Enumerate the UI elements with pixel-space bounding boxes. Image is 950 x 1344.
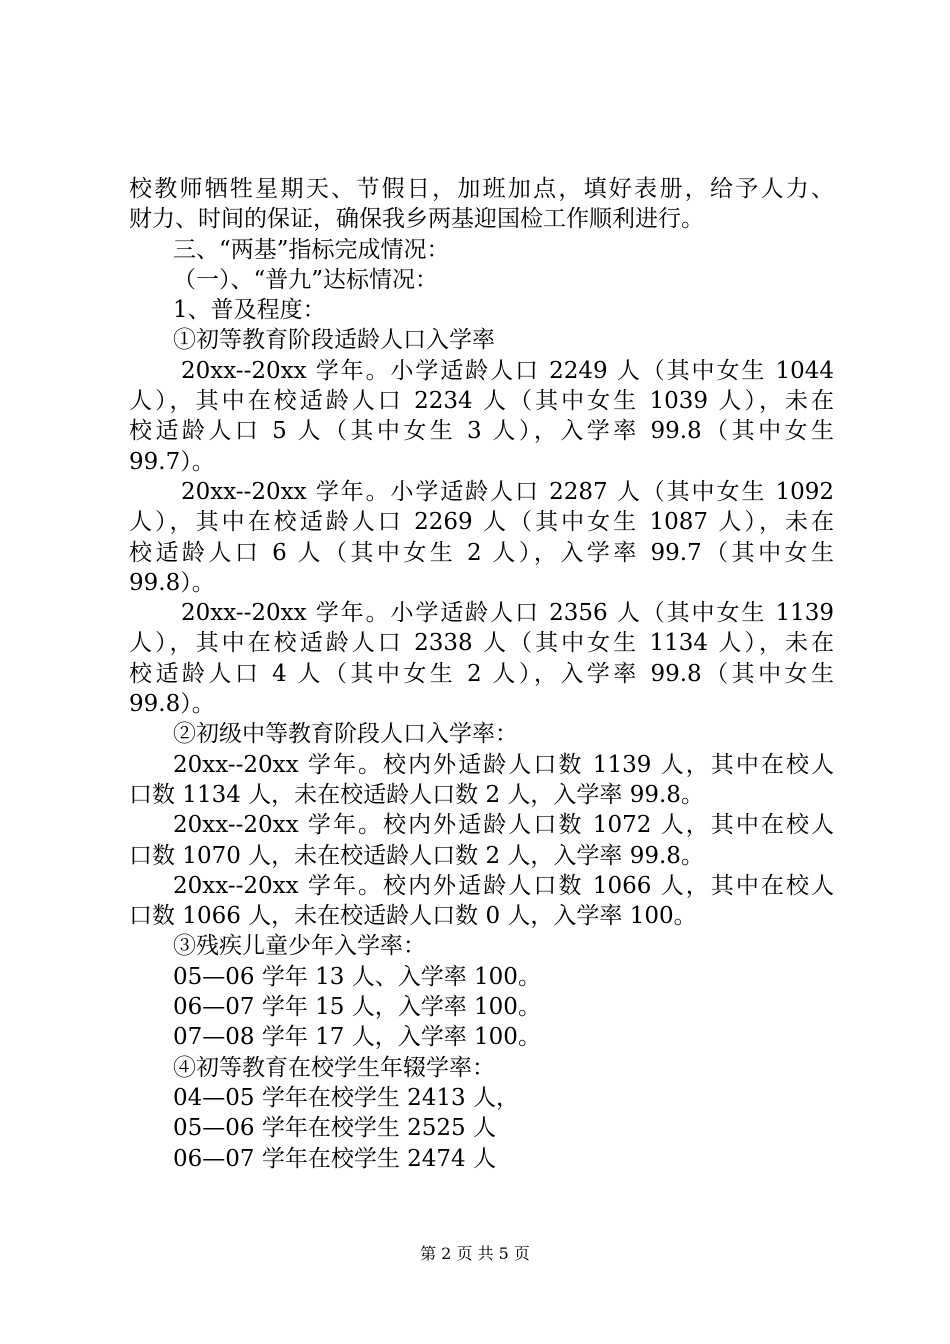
text-line: 校适龄人口 6 人（其中女生 2 人），入学率 99.7（其中女生 xyxy=(129,539,834,566)
text-line: 99.8）。 xyxy=(129,569,215,596)
text-line: 人），其中在校适龄人口 2234 人（其中女生 1039 人），未在 xyxy=(129,388,834,415)
text-line: 校适龄人口 4 人（其中女生 2 人），入学率 99.8（其中女生 xyxy=(129,660,834,687)
text-line: 20xx--20xx 学年。小学适龄人口 2356 人（其中女生 1139 xyxy=(181,600,834,627)
text-line: 07—08 学年 17 人，入学率 100。 xyxy=(173,1024,541,1051)
text-line: 口数 1066 人，未在校适龄人口数 0 人，入学率 100。 xyxy=(129,903,697,930)
text-line: 06—07 学年 15 人，入学率 100。 xyxy=(173,994,541,1021)
text-line: 06—07 学年在校学生 2474 人 xyxy=(173,1145,496,1172)
text-line: 校教师牺牲星期天、节假日，加班加点，填好表册，给予人力、 xyxy=(129,176,834,202)
text-line: 05—06 学年在校学生 2525 人 xyxy=(173,1115,496,1142)
text-line: 口数 1134 人，未在校适龄人口数 2 人，入学率 99.8。 xyxy=(129,781,704,808)
text-line: 口数 1070 人，未在校适龄人口数 2 人，入学率 99.8。 xyxy=(129,842,704,869)
text-line: 20xx--20xx 学年。校内外适龄人口数 1139 人，其中在校人 xyxy=(173,751,834,778)
item-heading: ③残疾儿童少年入学率： xyxy=(173,933,426,960)
section-heading: 三、“两基”指标完成情况： xyxy=(173,236,450,263)
text-line: 05—06 学年 13 人、入学率 100。 xyxy=(173,963,541,990)
text-line: 99.7）。 xyxy=(129,448,215,475)
subsection-heading: （一）、“普九”达标情况： xyxy=(173,266,439,293)
page-number-footer: 第 2 页 共 5 页 xyxy=(420,1244,530,1263)
item-heading: ④初等教育在校学生年辍学率： xyxy=(173,1054,495,1081)
text-line: 财力、时间的保证，确保我乡两基迎国检工作顺利进行。 xyxy=(129,206,704,233)
item-heading: ②初级中等教育阶段人口入学率： xyxy=(173,721,518,748)
text-line: 20xx--20xx 学年。校内外适龄人口数 1072 人，其中在校人 xyxy=(173,812,834,839)
text-line: 20xx--20xx 学年。小学适龄人口 2287 人（其中女生 1092 xyxy=(181,478,834,505)
text-line: 人），其中在校适龄人口 2269 人（其中女生 1087 人），未在 xyxy=(129,509,834,536)
text-line: 人），其中在校适龄人口 2338 人（其中女生 1134 人），未在 xyxy=(129,630,834,657)
text-line: 校适龄人口 5 人（其中女生 3 人），入学率 99.8（其中女生 xyxy=(129,418,834,445)
item-heading: 1、普及程度： xyxy=(173,297,326,324)
document-body xyxy=(129,174,834,1174)
text-line: 99.8）。 xyxy=(129,691,215,718)
text-line: 20xx--20xx 学年。校内外适龄人口数 1066 人，其中在校人 xyxy=(173,872,834,899)
text-line: 20xx--20xx 学年。小学适龄人口 2249 人（其中女生 1044 xyxy=(181,357,834,384)
item-heading: ①初等教育阶段适龄人口入学率 xyxy=(173,327,495,354)
text-line: 04—05 学年在校学生 2413 人， xyxy=(173,1084,519,1111)
